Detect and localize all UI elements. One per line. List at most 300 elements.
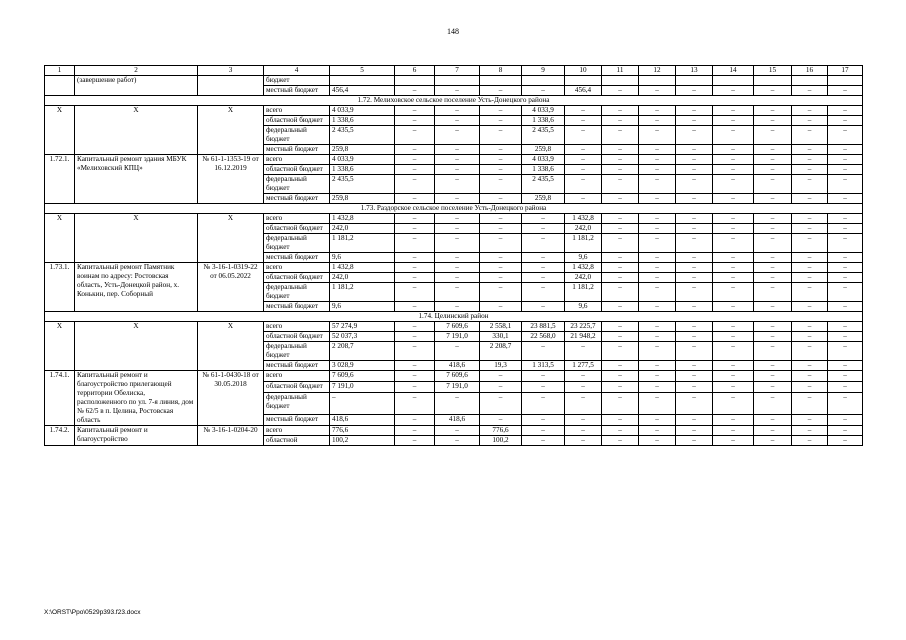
amount-cell: – (676, 426, 713, 436)
amount-cell: – (480, 393, 522, 414)
amount-cell: – (565, 126, 602, 145)
amount-cell: – (565, 194, 602, 204)
column-number: 14 (713, 66, 754, 76)
amount-cell: – (713, 155, 754, 165)
expertise-number: № 3-16-1-0319-22 от 06.05.2022 (198, 263, 264, 312)
column-number: 5 (330, 66, 395, 76)
amount-cell: – (713, 332, 754, 342)
amount-cell: – (792, 194, 828, 204)
amount-cell: – (792, 86, 828, 96)
amount-cell: – (792, 302, 828, 312)
amount-cell: 2 208,7 (330, 342, 395, 361)
amount-cell: – (828, 126, 863, 145)
amount-cell: – (639, 414, 676, 425)
amount-cell: 7 191,0 (330, 382, 395, 393)
column-number: 15 (754, 66, 792, 76)
column-number: 17 (828, 66, 863, 76)
amount-cell: – (639, 155, 676, 165)
amount-cell: – (602, 165, 639, 175)
amount-cell (435, 76, 480, 86)
amount-cell: – (754, 332, 792, 342)
amount-cell: 1 313,5 (522, 361, 565, 371)
amount-cell: – (602, 234, 639, 253)
amount-cell: – (676, 393, 713, 414)
amount-cell: – (435, 145, 480, 155)
amount-cell: – (565, 436, 602, 446)
amount-cell: – (480, 224, 522, 234)
amount-cell: 259,8 (330, 194, 395, 204)
amount-cell: 22 568,0 (522, 332, 565, 342)
amount-cell: – (639, 86, 676, 96)
amount-cell: – (792, 253, 828, 263)
page-number: 148 (447, 27, 459, 36)
amount-cell: – (639, 302, 676, 312)
amount-cell: – (602, 116, 639, 126)
expertise-number: Х (198, 106, 264, 155)
amount-cell: – (639, 194, 676, 204)
expertise-number: № 3-16-1-0204-20 (198, 426, 264, 446)
amount-cell: 1 432,8 (330, 214, 395, 224)
amount-cell: – (480, 145, 522, 155)
amount-cell: – (713, 175, 754, 194)
amount-cell: – (639, 106, 676, 116)
amount-cell: – (676, 165, 713, 175)
amount-cell: – (602, 86, 639, 96)
amount-cell: 1 338,6 (522, 165, 565, 175)
funding-source: областной бюджет (264, 116, 330, 126)
amount-cell: – (602, 361, 639, 371)
funding-source: областной бюджет (264, 273, 330, 283)
amount-cell: 418,6 (435, 414, 480, 425)
funding-source: областной бюджет (264, 332, 330, 342)
amount-cell: – (395, 263, 435, 273)
amount-cell: 9,6 (330, 302, 395, 312)
amount-cell: 1 338,6 (330, 165, 395, 175)
amount-cell: – (792, 426, 828, 436)
amount-cell: 7 609,6 (435, 322, 480, 332)
amount-cell: – (639, 342, 676, 361)
amount-cell: – (754, 106, 792, 116)
amount-cell: – (395, 175, 435, 194)
amount-cell (676, 76, 713, 86)
amount-cell: – (565, 155, 602, 165)
amount-cell: – (754, 214, 792, 224)
amount-cell: – (522, 214, 565, 224)
table-row (45, 76, 863, 86)
amount-cell: – (639, 214, 676, 224)
funding-source: местный бюджет (264, 194, 330, 204)
amount-cell: – (565, 106, 602, 116)
amount-cell: – (828, 234, 863, 253)
amount-cell: 1 181,2 (330, 234, 395, 253)
amount-cell: – (828, 436, 863, 446)
amount-cell: – (395, 145, 435, 155)
amount-cell: – (480, 414, 522, 425)
funding-source: всего (264, 371, 330, 382)
amount-cell: – (480, 214, 522, 224)
amount-cell: – (676, 145, 713, 155)
amount-cell: 1 432,8 (565, 214, 602, 224)
amount-cell: – (639, 436, 676, 446)
amount-cell: – (435, 165, 480, 175)
funding-source: федеральный бюджет (264, 126, 330, 145)
amount-cell: 1 338,6 (330, 116, 395, 126)
funding-source: федеральный бюджет (264, 234, 330, 253)
amount-cell: 259,8 (522, 145, 565, 155)
amount-cell: – (754, 382, 792, 393)
object-name: Х (75, 106, 198, 155)
funding-source: местный бюджет (264, 302, 330, 312)
amount-cell: – (828, 253, 863, 263)
amount-cell: – (713, 263, 754, 273)
amount-cell: – (639, 165, 676, 175)
amount-cell: – (713, 436, 754, 446)
amount-cell: – (435, 155, 480, 165)
amount-cell: – (522, 263, 565, 273)
amount-cell: – (602, 332, 639, 342)
amount-cell: – (602, 302, 639, 312)
amount-cell: – (602, 263, 639, 273)
amount-cell: – (639, 126, 676, 145)
amount-cell: – (713, 224, 754, 234)
funding-source: местный бюджет (264, 253, 330, 263)
table-row (45, 214, 863, 224)
amount-cell: – (713, 393, 754, 414)
amount-cell: 456,4 (330, 86, 395, 96)
amount-cell (639, 76, 676, 86)
amount-cell: – (713, 322, 754, 332)
amount-cell: 242,0 (565, 273, 602, 283)
amount-cell (828, 76, 863, 86)
expertise-number: № 61-1-1353-19 от 16.12.2019 (198, 155, 264, 204)
amount-cell: – (792, 332, 828, 342)
amount-cell: – (639, 175, 676, 194)
funding-source: всего (264, 263, 330, 273)
amount-cell: – (792, 234, 828, 253)
amount-cell: 242,0 (565, 224, 602, 234)
column-number: 12 (639, 66, 676, 76)
amount-cell: 100,2 (480, 436, 522, 446)
section-row (45, 312, 863, 322)
amount-cell: – (713, 145, 754, 155)
amount-cell: – (828, 382, 863, 393)
amount-cell: – (639, 322, 676, 332)
column-number: 10 (565, 66, 602, 76)
amount-cell: – (713, 126, 754, 145)
amount-cell: – (395, 302, 435, 312)
amount-cell: – (480, 175, 522, 194)
amount-cell: – (395, 426, 435, 436)
amount-cell: – (639, 253, 676, 263)
amount-cell: – (602, 214, 639, 224)
amount-cell: – (828, 116, 863, 126)
amount-cell: – (565, 145, 602, 155)
amount-cell: 1 181,2 (565, 283, 602, 302)
amount-cell: – (480, 382, 522, 393)
amount-cell: – (435, 273, 480, 283)
funding-source: федеральный бюджет (264, 393, 330, 414)
amount-cell: – (792, 145, 828, 155)
amount-cell: – (480, 165, 522, 175)
amount-cell: – (395, 224, 435, 234)
object-name: Х (75, 322, 198, 371)
amount-cell: – (828, 86, 863, 96)
amount-cell: – (565, 393, 602, 414)
amount-cell: – (713, 86, 754, 96)
amount-cell: – (676, 224, 713, 234)
amount-cell (330, 76, 395, 86)
amount-cell: – (754, 283, 792, 302)
amount-cell: 4 033,9 (522, 106, 565, 116)
amount-cell: 1 432,8 (565, 263, 602, 273)
amount-cell: – (713, 283, 754, 302)
amount-cell: 1 277,5 (565, 361, 602, 371)
amount-cell: – (395, 106, 435, 116)
funding-source: местный бюджет (264, 414, 330, 425)
amount-cell: – (602, 106, 639, 116)
amount-cell: – (754, 426, 792, 436)
expertise-number: Х (198, 322, 264, 371)
amount-cell: – (522, 382, 565, 393)
amount-cell: – (676, 116, 713, 126)
amount-cell: 242,0 (330, 224, 395, 234)
funding-source: местный бюджет (264, 361, 330, 371)
funding-source: местный бюджет (264, 86, 330, 96)
expertise-number: № 61-1-0430-18 от 30.05.2018 (198, 371, 264, 426)
amount-cell: 7 609,6 (435, 371, 480, 382)
amount-cell: – (522, 393, 565, 414)
amount-cell: – (395, 214, 435, 224)
amount-cell: 2 435,5 (522, 175, 565, 194)
amount-cell: – (792, 414, 828, 425)
amount-cell: – (639, 361, 676, 371)
amount-cell: – (713, 165, 754, 175)
amount-cell: – (480, 263, 522, 273)
amount-cell: – (713, 361, 754, 371)
amount-cell: – (828, 342, 863, 361)
amount-cell: – (676, 214, 713, 224)
amount-cell: – (435, 86, 480, 96)
amount-cell: – (676, 194, 713, 204)
amount-cell: – (792, 273, 828, 283)
amount-cell: – (754, 342, 792, 361)
amount-cell: – (754, 393, 792, 414)
amount-cell: – (435, 263, 480, 273)
amount-cell: – (522, 86, 565, 96)
amount-cell: – (435, 194, 480, 204)
amount-cell: – (602, 393, 639, 414)
amount-cell: – (828, 393, 863, 414)
amount-cell: – (676, 155, 713, 165)
amount-cell: 7 191,0 (435, 332, 480, 342)
amount-cell: – (676, 273, 713, 283)
amount-cell (522, 76, 565, 86)
amount-cell: – (565, 175, 602, 194)
amount-cell: – (713, 116, 754, 126)
row-number: 1.74.2. (45, 426, 75, 446)
amount-cell: – (713, 302, 754, 312)
amount-cell: – (828, 106, 863, 116)
amount-cell: – (676, 332, 713, 342)
amount-cell: 1 181,2 (330, 283, 395, 302)
amount-cell: 259,8 (522, 194, 565, 204)
amount-cell: – (522, 283, 565, 302)
amount-cell: 19,3 (480, 361, 522, 371)
table-row (45, 106, 863, 116)
amount-cell: – (676, 302, 713, 312)
amount-cell: 1 338,6 (522, 116, 565, 126)
amount-cell: – (676, 253, 713, 263)
column-number: 7 (435, 66, 480, 76)
row-number: 1.74.1. (45, 371, 75, 426)
amount-cell (792, 76, 828, 86)
amount-cell: 52 037,3 (330, 332, 395, 342)
amount-cell: – (792, 283, 828, 302)
amount-cell: – (480, 106, 522, 116)
amount-cell: – (828, 371, 863, 382)
amount-cell: – (602, 342, 639, 361)
funding-source: всего (264, 322, 330, 332)
amount-cell: – (639, 426, 676, 436)
amount-cell: – (602, 414, 639, 425)
amount-cell: 23 881,5 (522, 322, 565, 332)
funding-source: федеральный бюджет (264, 175, 330, 194)
amount-cell: – (565, 371, 602, 382)
amount-cell: – (828, 155, 863, 165)
object-name: Х (75, 214, 198, 263)
amount-cell: – (639, 273, 676, 283)
amount-cell: – (602, 175, 639, 194)
expertise-number (198, 76, 264, 96)
section-row (45, 204, 863, 214)
amount-cell: – (395, 283, 435, 302)
amount-cell: 9,6 (330, 253, 395, 263)
amount-cell: – (754, 273, 792, 283)
funding-source: областной (264, 436, 330, 446)
amount-cell: – (828, 175, 863, 194)
column-number: 9 (522, 66, 565, 76)
amount-cell: – (713, 426, 754, 436)
amount-cell: – (828, 361, 863, 371)
amount-cell: 330,1 (480, 332, 522, 342)
row-number: 1.72.1. (45, 155, 75, 204)
amount-cell: 4 033,9 (330, 155, 395, 165)
amount-cell: 2 208,7 (480, 342, 522, 361)
amount-cell: – (395, 342, 435, 361)
amount-cell: – (602, 145, 639, 155)
amount-cell: 259,8 (330, 145, 395, 155)
amount-cell: – (435, 302, 480, 312)
amount-cell: – (639, 382, 676, 393)
amount-cell: – (792, 342, 828, 361)
amount-cell: 4 033,9 (522, 155, 565, 165)
amount-cell: – (330, 393, 395, 414)
amount-cell: – (565, 116, 602, 126)
section-row (45, 96, 863, 106)
column-number: 13 (676, 66, 713, 76)
amount-cell: 242,0 (330, 273, 395, 283)
budget-table (44, 65, 863, 446)
amount-cell: – (713, 194, 754, 204)
row-number: Х (45, 214, 75, 263)
amount-cell: – (522, 253, 565, 263)
amount-cell: – (754, 234, 792, 253)
amount-cell: – (639, 234, 676, 253)
amount-cell: – (480, 283, 522, 302)
amount-cell: 9,6 (565, 302, 602, 312)
amount-cell: – (435, 436, 480, 446)
amount-cell: – (395, 86, 435, 96)
amount-cell: – (602, 126, 639, 145)
amount-cell: – (522, 426, 565, 436)
funding-source: федеральный бюджет (264, 283, 330, 302)
object-name: (завершение работ) (75, 76, 198, 96)
amount-cell: – (754, 263, 792, 273)
amount-cell: – (754, 155, 792, 165)
amount-cell: – (713, 382, 754, 393)
amount-cell: – (602, 224, 639, 234)
amount-cell: – (522, 342, 565, 361)
amount-cell: – (792, 224, 828, 234)
amount-cell: 2 558,1 (480, 322, 522, 332)
section-title: 1.72. Мелиховское сельское поселение Усть-Донецкого района (45, 96, 863, 106)
amount-cell: – (602, 371, 639, 382)
amount-cell: – (828, 145, 863, 155)
amount-cell: – (435, 214, 480, 224)
section-title: 1.74. Целинский район (45, 312, 863, 322)
amount-cell: – (676, 322, 713, 332)
amount-cell: – (828, 302, 863, 312)
amount-cell: – (522, 302, 565, 312)
amount-cell: – (435, 116, 480, 126)
amount-cell: – (828, 322, 863, 332)
amount-cell: – (395, 436, 435, 446)
amount-cell: 57 274,9 (330, 322, 395, 332)
amount-cell: – (792, 165, 828, 175)
amount-cell: – (676, 263, 713, 273)
amount-cell: – (435, 283, 480, 302)
table-row (45, 263, 863, 273)
file-path-footer: X:\ORST\Ppo\0529p393.f23.docx (44, 609, 141, 616)
row-number (45, 76, 75, 96)
amount-cell (565, 76, 602, 86)
amount-cell: – (565, 342, 602, 361)
amount-cell: – (828, 283, 863, 302)
amount-cell: – (395, 155, 435, 165)
amount-cell: – (602, 436, 639, 446)
amount-cell: – (676, 342, 713, 361)
amount-cell: 2 435,5 (330, 126, 395, 145)
amount-cell: – (639, 371, 676, 382)
amount-cell: – (713, 214, 754, 224)
amount-cell: – (639, 224, 676, 234)
amount-cell: – (676, 106, 713, 116)
amount-cell: – (792, 214, 828, 224)
amount-cell: – (435, 106, 480, 116)
amount-cell: – (828, 426, 863, 436)
amount-cell: – (639, 263, 676, 273)
section-title: 1.73. Раздорское сельское поселение Усть-Донецкого района (45, 204, 863, 214)
amount-cell: – (792, 126, 828, 145)
funding-source: местный бюджет (264, 145, 330, 155)
amount-cell: – (713, 253, 754, 263)
amount-cell: – (522, 371, 565, 382)
amount-cell: – (395, 332, 435, 342)
amount-cell (602, 76, 639, 86)
amount-cell: – (676, 414, 713, 425)
amount-cell: – (828, 414, 863, 425)
amount-cell: 1 432,8 (330, 263, 395, 273)
